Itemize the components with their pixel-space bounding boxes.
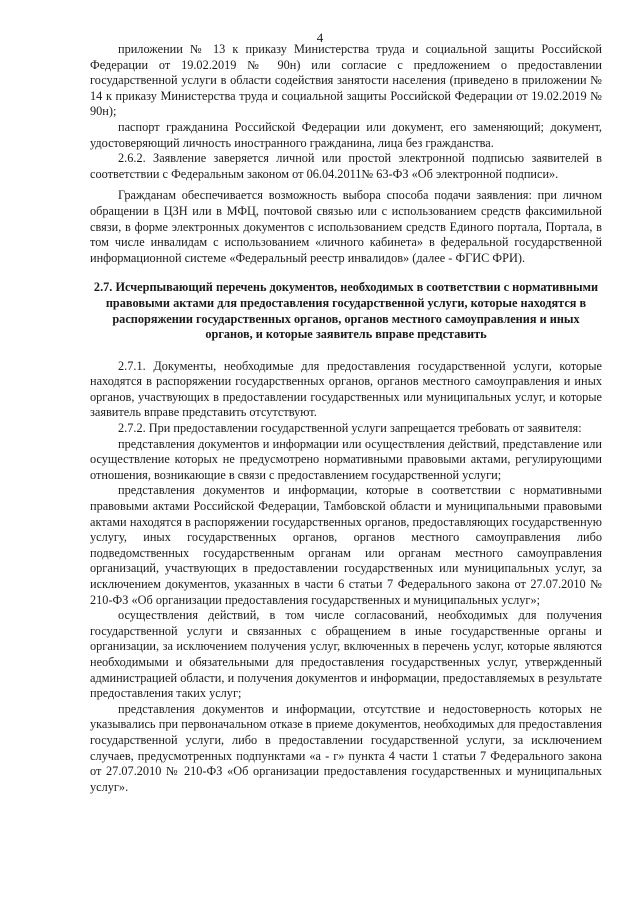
- paragraph: Гражданам обеспечивается возможность выбора способа подачи заявления: при личном обращении в ЦЗН или в МФЦ, почтовой связью или с использованием средств факсимильной связи, в форме электронных документов с использованием средств Единого портала, Портала, в том числе инвалидам с использованием «личного кабинета» в федеральной государственной информационной системе «Федеральный реестр инвалидов» (далее - ФГИС ФРИ).: [90, 188, 602, 265]
- document-body: [90, 42, 602, 795]
- section-heading: 2.7. Исчерпывающий перечень документов, необходимых в соответствии с нормативными правовыми актами для предоставления государственной услуги, которые находятся в распоряжении государственных органов, органов местного самоуправления и иных органов, и которые заявитель вправе представить: [93, 280, 599, 342]
- paragraph: 2.7.1. Документы, необходимые для предоставления государственной услуги, которые находятся в распоряжении государственных органов, органов местного самоуправления и иных органов, участвующих в предоставлении государственных или муниципальных услуг, и которые заявитель вправе представить отсутствуют.: [90, 358, 602, 420]
- paragraph: паспорт гражданина Российской Федерации или документ, его заменяющий; документ, удостоверяющий личность иностранного гражданина, лица без гражданства.: [90, 119, 602, 150]
- paragraph: 2.6.2. Заявление заверяется личной или простой электронной подписью заявителей в соответствии с Федеральным законом от 06.04.2011№ 63-ФЗ «Об электронной подписи».: [90, 151, 602, 181]
- paragraph: приложении № 13 к приказу Министерства труда и социальной защиты Российской Федерации от 19.02.2019 № 90н) или согласие с предложением о предоставлении государственной услуги в области содействия занятости населения (приведено в приложении № 14 к приказу Министерства труда и социальной защиты Российской Федерации от 19.02.2019 № 90н);: [90, 42, 602, 119]
- paragraph: представления документов и информации, отсутствие и недостоверность которых не указывались при первоначальном отказе в приеме документов, необходимых для предоставления государственной услуги, либо в предоставлении государственной услуги, за исключением случаев, предусмотренных подпунктами «а - г» пункта 4 части 1 статьи 7 Федерального закона от 27.07.2010 № 210-ФЗ «Об организации предоставления государственных и муниципальных услуг».: [90, 701, 602, 794]
- paragraph: представления документов и информации или осуществления действий, представление или осуществление которых не предусмотрено нормативными правовыми актами, регулирующими отношения, возникающие в связи с предоставлением государственной услуги;: [90, 436, 602, 482]
- page-number: 4: [316, 30, 324, 45]
- paragraph: осуществления действий, в том числе согласований, необходимых для получения государственной услуги и связанных с обращением в иные государственные органы и организации, за исключением получения услуг, включенных в перечень услуг, которые являются необходимыми и обязательными для предоставления государственных услуг, утвержденный администрацией области, и получения документов и информации, предоставляемых в результате предоставления таких услуг;: [90, 608, 602, 701]
- paragraph: 2.7.2. При предоставлении государственной услуги запрещается требовать от заявителя:: [118, 421, 582, 436]
- paragraph: представления документов и информации, которые в соответствии с нормативными правовыми актами Российской Федерации, Тамбовской области и муниципальными правовыми актами находятся в распоряжении государственных органов, предоставляющих государственную услугу, иных государственных органов, органов местного самоуправления либо подведомственных государственным органам или органам местного самоуправления организаций, участвующих в предоставлении государственных или муниципальных услуг, за исключением документов, указанных в части 6 статьи 7 Федерального закона от 27.07.2010 № 210-ФЗ «Об организации предоставления государственных и муниципальных услуг»;: [90, 483, 602, 607]
